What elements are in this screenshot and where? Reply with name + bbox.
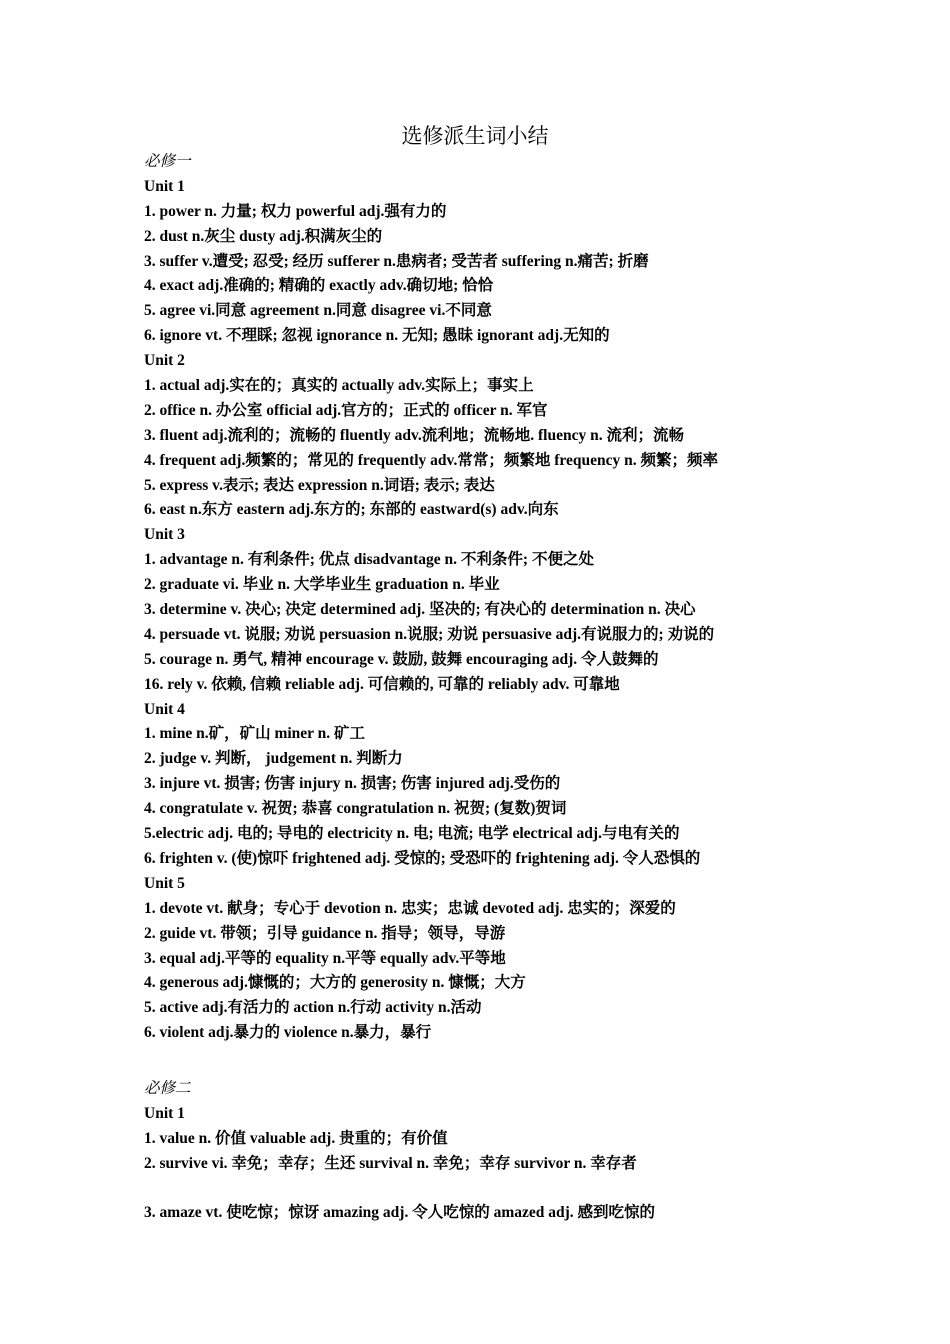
section-spacer bbox=[144, 1046, 924, 1071]
vocab-entry: 2. graduate vi. 毕业 n. 大学毕业生 graduation n. 毕业 bbox=[144, 576, 500, 594]
vocab-entry: 5.electric adj. 电的; 导电的 electricity n. 电; 电流; 电学 electrical adj.与电有关的 bbox=[144, 825, 680, 843]
document-title: 选修派生词小结 bbox=[401, 124, 549, 148]
vocab-entry: 3. determine v. 决心; 决定 determined adj. 坚决的; 有决心的 determination n. 决心 bbox=[144, 601, 696, 619]
vocab-entry: 2. guide vt. 带领；引导 guidance n. 指导；领导，导游 bbox=[144, 924, 506, 942]
vocab-entry: 3. injure vt. 损害; 伤害 injury n. 损害; 伤害 injured adj.受伤的 bbox=[144, 775, 561, 793]
unit-heading: Unit 3 bbox=[144, 526, 185, 544]
section-heading: 必修一 bbox=[144, 153, 191, 170]
unit-heading: Unit 2 bbox=[144, 352, 185, 370]
unit-heading: Unit 1 bbox=[144, 1104, 185, 1122]
vocab-entry: 4. frequent adj.频繁的；常见的 frequently adv.常常；频繁地 frequency n. 频繁；频率 bbox=[144, 451, 718, 469]
vocab-entry: 2. judge v. 判断， judgement n. 判断力 bbox=[144, 750, 403, 768]
vocab-entry: 5. courage n. 勇气, 精神 encourage v. 鼓励, 鼓舞 encouraging adj. 令人鼓舞的 bbox=[144, 650, 659, 668]
vocab-entry: 3. suffer v.遭受; 忍受; 经历 sufferer n.患病者; 受苦者 suffering n.痛苦; 折磨 bbox=[144, 252, 649, 270]
unit-heading: Unit 5 bbox=[144, 874, 185, 892]
vocab-entry: 1. actual adj.实在的；真实的 actually adv.实际上；事实上 bbox=[144, 377, 534, 395]
vocab-entry: 5. express v.表示; 表达 expression n.词语; 表示; 表达 bbox=[144, 476, 495, 494]
vocab-entry: 1. value n. 价值 valuable adj. 贵重的；有价值 bbox=[144, 1129, 448, 1147]
vocab-entry: 1. power n. 力量; 权力 powerful adj.强有力的 bbox=[144, 202, 447, 220]
vocab-entry: 5. agree vi.同意 agreement n.同意 disagree vi.不同意 bbox=[144, 302, 492, 320]
vocab-entry: 1. advantage n. 有利条件; 优点 disadvantage n. 不利条件; 不便之处 bbox=[144, 551, 594, 569]
vocab-entry: 5. active adj.有活力的 action n.行动 activity n.活动 bbox=[144, 999, 482, 1017]
vocab-entry: 3. amaze vt. 使吃惊；惊讶 amazing adj. 令人吃惊的 amazed adj. 感到吃惊的 bbox=[144, 1204, 656, 1222]
vocab-entry: 1. devote vt. 献身；专心于 devotion n. 忠实；忠诚 devoted adj. 忠实的；深爱的 bbox=[144, 899, 676, 917]
unit-heading: Unit 1 bbox=[144, 177, 185, 195]
vocab-entry: 3. equal adj.平等的 equality n.平等 equally adv.平等地 bbox=[144, 949, 506, 967]
unit-heading: Unit 4 bbox=[144, 700, 185, 718]
section-heading: 必修二 bbox=[144, 1079, 191, 1097]
vocab-entry: 16. rely v. 依赖, 信赖 reliable adj. 可信赖的, 可靠的 reliably adv. 可靠地 bbox=[144, 675, 620, 693]
vocab-entry: 6. ignore vt. 不理睬; 忽视 ignorance n. 无知; 愚昧 ignorant adj.无知的 bbox=[144, 327, 610, 345]
vocab-entry: 6. violent adj.暴力的 violence n.暴力，暴行 bbox=[144, 1024, 432, 1042]
vocab-entry: 6. frighten v. (使)惊吓 frightened adj. 受惊的; 受恐吓的 frightening adj. 令人恐惧的 bbox=[144, 849, 701, 867]
vocab-entry: 2. survive vi. 幸免；幸存；生还 survival n. 幸免；幸存 survivor n. 幸存者 bbox=[144, 1154, 637, 1172]
vocab-entry: 4. congratulate v. 祝贺; 恭喜 congratulation n. 祝贺; (复数)贺词 bbox=[144, 800, 567, 818]
document-body bbox=[144, 150, 924, 1226]
vocab-entry: 4. generous adj.慷慨的；大方的 generosity n. 慷慨；大方 bbox=[144, 974, 526, 992]
vocab-entry: 3. fluent adj.流利的；流畅的 fluently adv.流利地；流畅地. fluency n. 流利；流畅 bbox=[144, 426, 684, 444]
vocab-entry: 2. office n. 办公室 official adj.官方的；正式的 officer n. 军官 bbox=[144, 401, 548, 419]
vocab-entry: 6. east n.东方 eastern adj.东方的; 东部的 eastward(s) adv.向东 bbox=[144, 501, 559, 519]
vocab-entry: 4. persuade vt. 说服; 劝说 persuasion n.说服; 劝说 persuasive adj.有说服力的; 劝说的 bbox=[144, 625, 715, 643]
vocab-entry: 2. dust n.灰尘 dusty adj.积满灰尘的 bbox=[144, 227, 383, 245]
blank-line bbox=[144, 1177, 924, 1202]
vocab-entry: 4. exact adj.准确的; 精确的 exactly adv.确切地; 恰恰 bbox=[144, 277, 494, 295]
vocab-entry: 1. mine n.矿，矿山 miner n. 矿工 bbox=[144, 725, 366, 743]
